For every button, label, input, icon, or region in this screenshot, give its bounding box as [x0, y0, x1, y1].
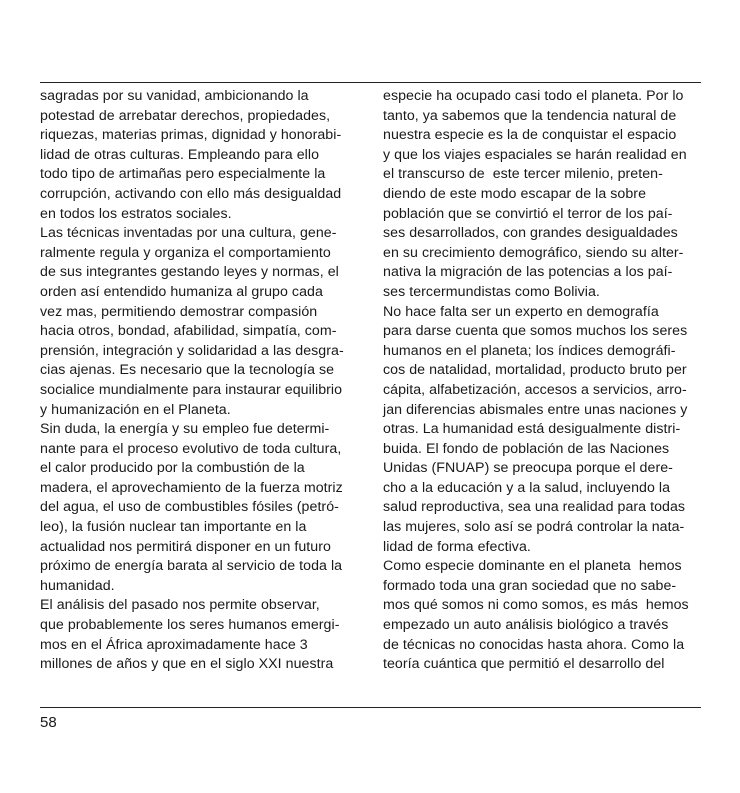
text-line: Sin duda, la energía y su empleo fue determi- — [40, 421, 330, 438]
text-line: salud reproductiva, sea una realidad para todas — [383, 499, 686, 516]
text-line: las mujeres, solo así se podrá controlar la nata- — [383, 519, 685, 536]
text-line: el transcurso de este tercer milenio, preten- — [383, 166, 663, 183]
text-line: potestad de arrebatar derechos, propiedades, — [40, 107, 331, 124]
text-line: socialice mundialmente para instaurar equilibrio — [40, 381, 343, 398]
text-line: humanidad. — [40, 577, 115, 594]
text-line: de técnicas no conocidas hasta ahora. Como la — [383, 636, 685, 653]
text-line: Como especie dominante en el planeta hemos — [383, 558, 682, 575]
text-line: diendo de este modo escapar de la sobre — [383, 185, 647, 202]
text-line: mos en el África aproximadamente hace 3 — [40, 636, 308, 653]
text-line: prensión, integración y solidaridad a las desgra- — [40, 342, 344, 359]
text-line: nuestra especie es la de conquistar el espacio — [383, 127, 677, 144]
text-line: Unidas (FNUAP) se preocupa porque el dere- — [383, 460, 673, 477]
text-line: ses desarrollados, con grandes desigualdades — [383, 225, 678, 242]
text-line: teoría cuántica que permitió el desarrollo del — [383, 656, 665, 673]
text-line: actualidad nos permitirá disponer en un futuro — [40, 538, 331, 555]
text-line: empezado un auto análisis biológico a través — [383, 617, 669, 634]
page-number: 58 — [40, 714, 57, 731]
text-line: formado toda una gran sociedad que no sabe- — [383, 577, 677, 594]
text-line: corrupción, activando con ello más desigualdad — [40, 185, 342, 202]
text-line: y humanización en el Planeta. — [40, 401, 231, 418]
text-line: de sus integrantes gestando leyes y normas, el — [40, 264, 339, 281]
text-line: población que se convirtió el terror de los paí- — [383, 205, 673, 222]
text-line: para darse cuenta que somos muchos los seres — [383, 323, 688, 340]
text-line: El análisis del pasado nos permite observar, — [40, 597, 320, 614]
footer-rule — [40, 707, 701, 708]
text-line: en todos los estratos sociales. — [40, 205, 232, 222]
text-line: leo), la fusión nuclear tan importante en la — [40, 519, 307, 536]
text-line: cápita, alfabetización, accesos a servicios, arro- — [383, 381, 687, 398]
text-line: humanos en el planeta; los índices demográfi- — [383, 342, 676, 359]
text-line: sagradas por su vanidad, ambicionando la — [40, 88, 309, 104]
text-line: vez mas, permitiendo demostrar compasión — [40, 303, 318, 320]
text-line: nante para el proceso evolutivo de toda cultura, — [40, 440, 342, 457]
text-line: en su crecimiento demográfico, siendo su alter- — [383, 244, 684, 261]
text-line: No hace falta ser un experto en demografía — [383, 303, 659, 320]
text-line: lidad de forma efectiva. — [383, 538, 531, 555]
text-line: buida. El fondo de población de las Naciones — [383, 440, 670, 457]
text-line: Las técnicas inventadas por una cultura, gene- — [40, 225, 337, 242]
left-text-column — [40, 87, 362, 675]
text-line: todo tipo de artimañas pero especialmente la — [40, 166, 326, 183]
text-line: que probablemente los seres humanos emergi- — [40, 617, 340, 634]
text-line: ses tercermundistas como Bolivia. — [383, 283, 600, 300]
text-line: tanto, ya sabemos que la tendencia natural de — [383, 107, 677, 124]
text-line: hacia otros, bondad, afabilidad, simpatía, com- — [40, 323, 337, 340]
text-line: lidad de otras culturas. Empleando para ello — [40, 146, 320, 163]
text-line: cos de natalidad, mortalidad, producto bruto per — [383, 362, 687, 379]
text-line: cho a la educación y a la salud, incluyendo la — [383, 479, 671, 496]
text-line: otras. La humanidad está desigualmente distri- — [383, 421, 681, 438]
text-line: del agua, el uso de combustibles fósiles (petró- — [40, 499, 339, 516]
text-line: riquezas, materias primas, dignidad y honorabi- — [40, 127, 342, 144]
text-line: ralmente regula y organiza el comportamiento — [40, 244, 331, 261]
text-line: especie ha ocupado casi todo el planeta. Por lo — [383, 88, 684, 104]
text-line: jan diferencias abismales entre unas naciones y — [383, 401, 688, 418]
text-line: cias ajenas. Es necesario que la tecnología se — [40, 362, 335, 379]
text-line: y que los viajes espaciales se harán realidad en — [383, 146, 687, 163]
header-rule — [40, 82, 701, 83]
text-line: nativa la migración de las potencias a los paí- — [383, 264, 673, 281]
text-line: madera, el aprovechamiento de la fuerza motriz — [40, 479, 343, 496]
text-line: orden así entendido humaniza al grupo cada — [40, 283, 323, 300]
right-text-column — [383, 87, 705, 675]
text-line: el calor producido por la combustión de la — [40, 460, 305, 477]
text-line: mos qué somos ni como somos, es más hemos — [383, 597, 689, 614]
text-line: próximo de energía barata al servicio de toda la — [40, 558, 343, 575]
text-line: millones de años y que en el siglo XXI nuestra — [40, 656, 334, 673]
